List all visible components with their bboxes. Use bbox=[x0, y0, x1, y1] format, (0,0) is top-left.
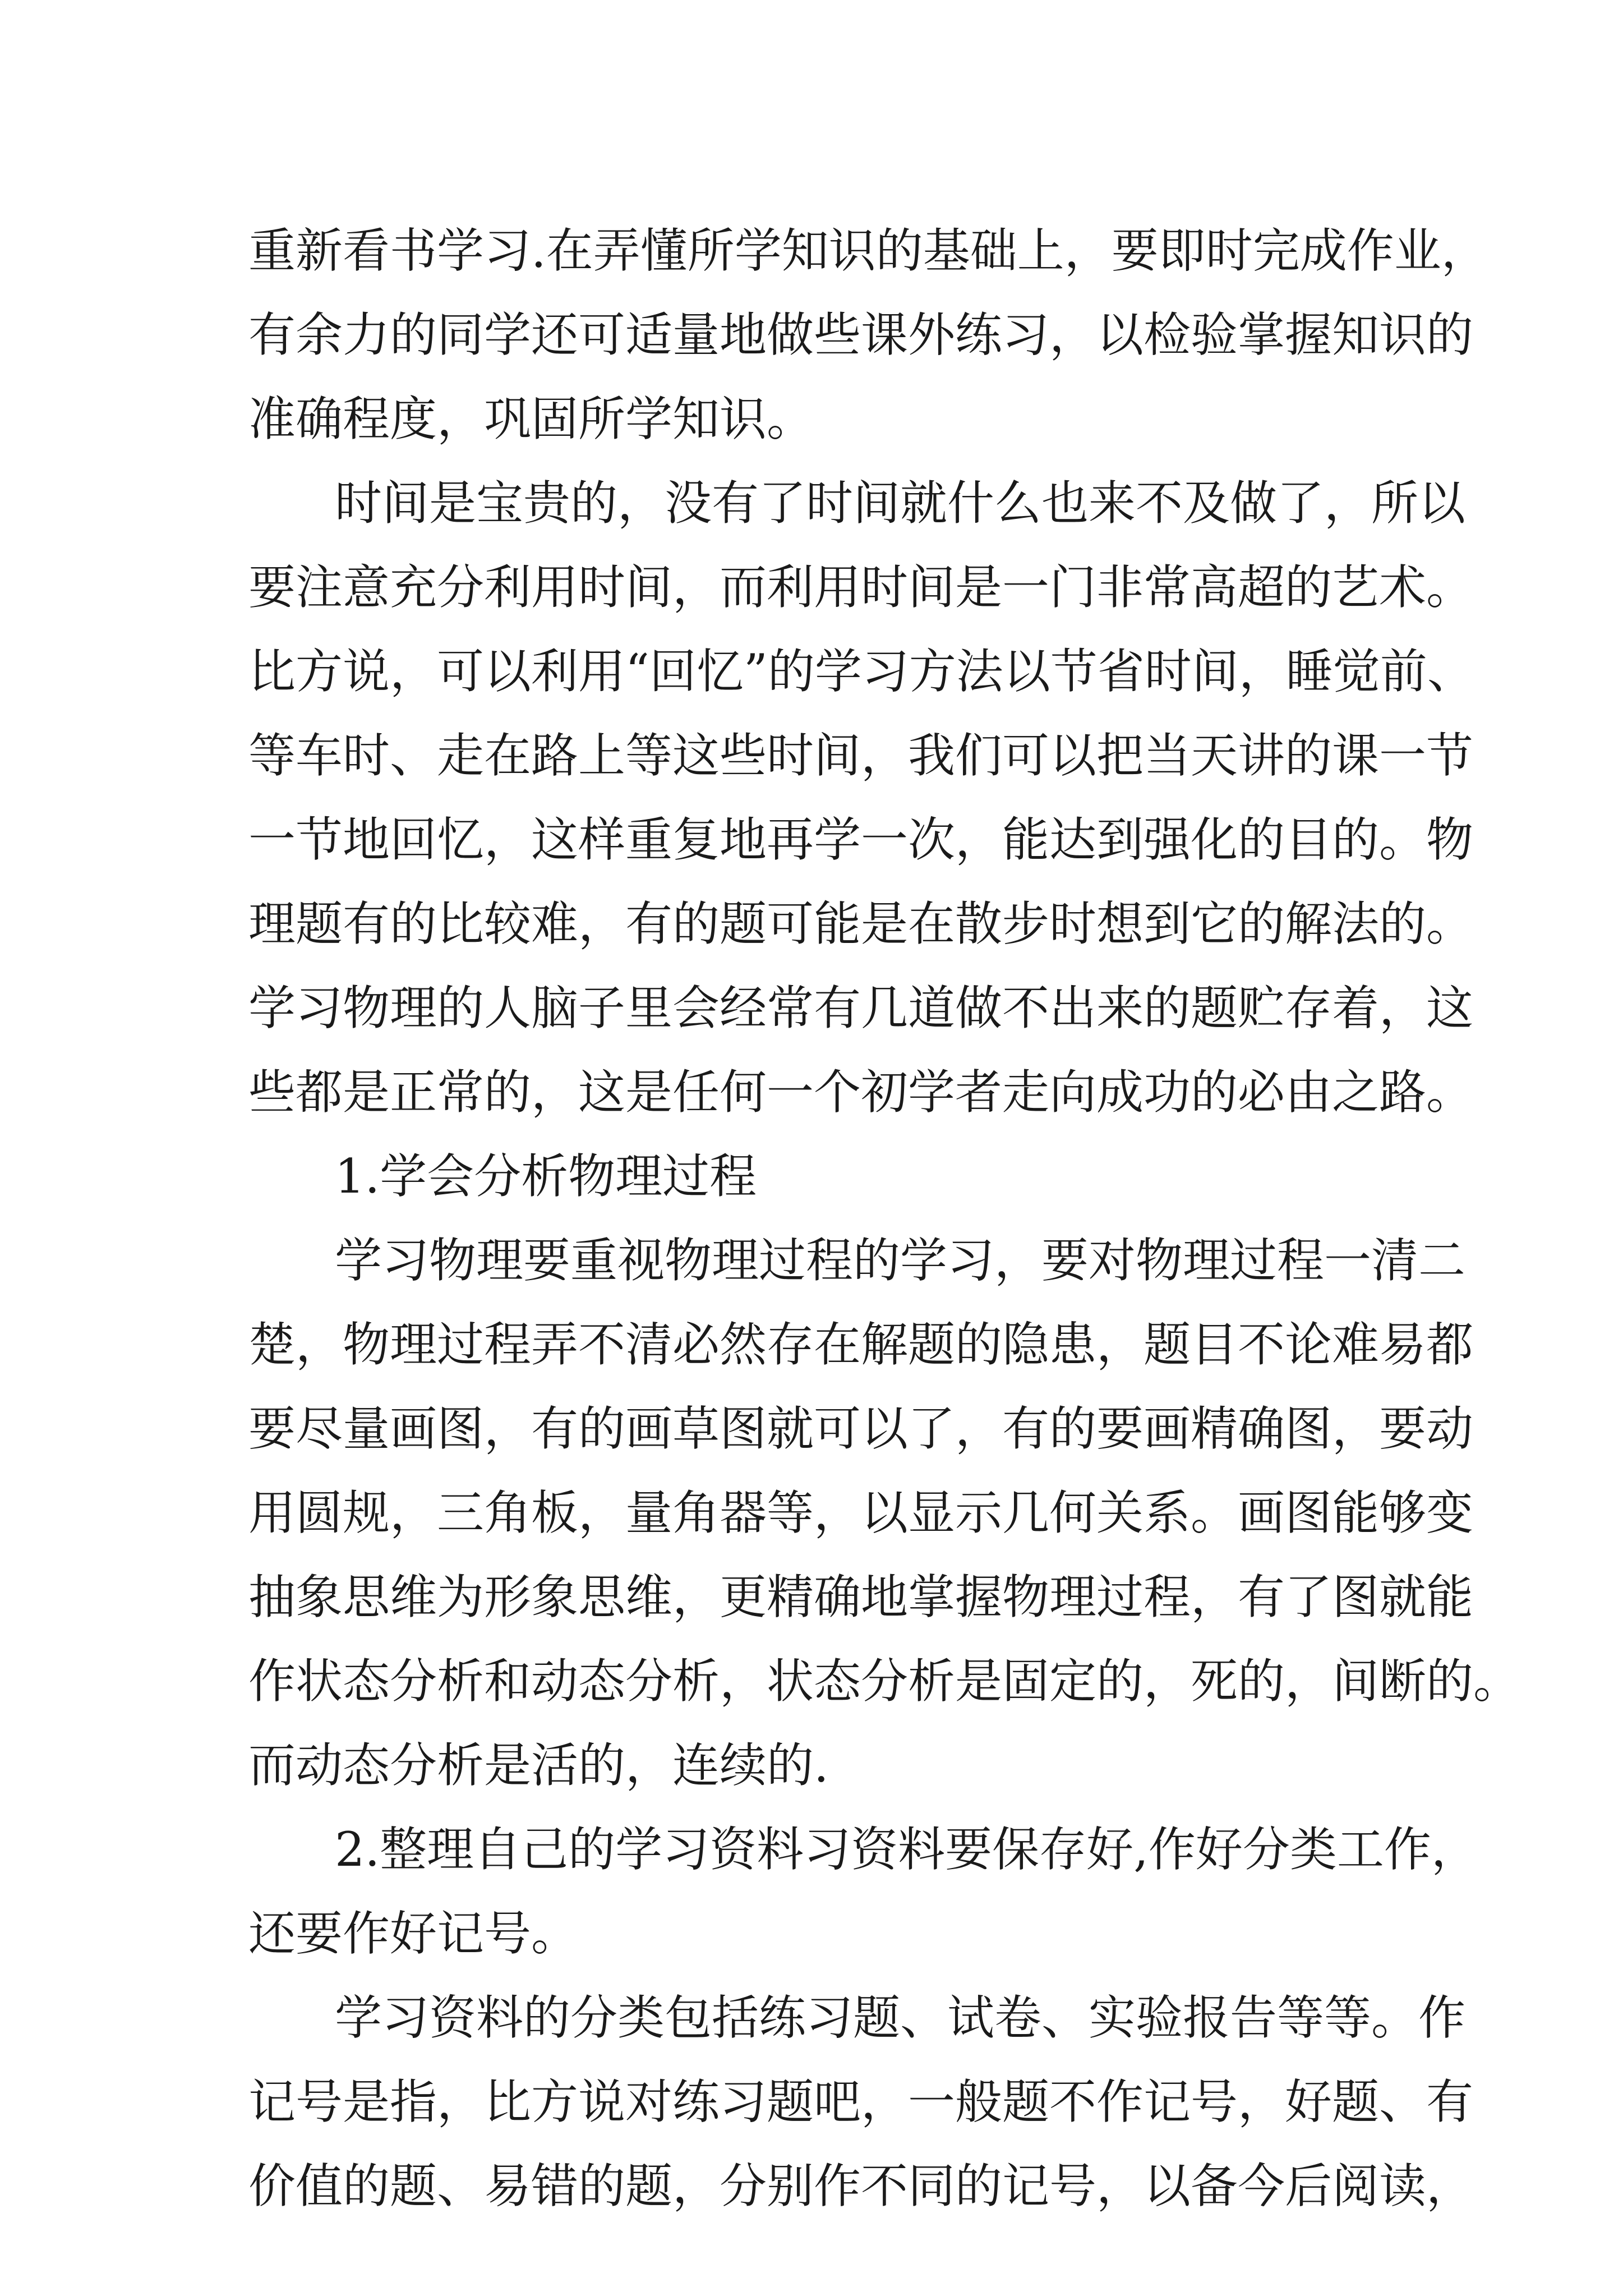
text-line: 重新看书学习.在弄懂所学知识的基础上，要即时完成作业， bbox=[248, 223, 1488, 278]
text-line: 有余力的同学还可适量地做些课外练习，以检验掌握知识的 bbox=[248, 307, 1474, 362]
text-line: 些都是正常的，这是任何一个初学者走向成功的必由之路。 bbox=[248, 1065, 1474, 1120]
text-line: 价值的题、易错的题，分别作不同的记号，以备今后阅读， bbox=[248, 2159, 1474, 2214]
text-line: 一节地回忆，这样重复地再学一次，能达到强化的目的。物 bbox=[248, 812, 1474, 867]
text-line: 准确程度，巩固所学知识。 bbox=[248, 392, 814, 447]
text-line: 比方说，可以利用“回忆”的学习方法以节省时间，睡觉前、 bbox=[248, 644, 1474, 699]
text-line: 要尽量画图，有的画草图就可以了，有的要画精确图，要动 bbox=[248, 1401, 1474, 1456]
text-line: 用圆规，三角板，量角器等，以显示几何关系。画图能够变 bbox=[248, 1485, 1474, 1540]
text-line: 时间是宝贵的，没有了时间就什么也来不及做了，所以 bbox=[335, 476, 1466, 531]
text-line: 而动态分析是活的，连续的. bbox=[248, 1738, 829, 1793]
text-line: 学习物理要重视物理过程的学习，要对物理过程一清二 bbox=[335, 1233, 1466, 1288]
text-line: 2.整理自己的学习资料习资料要保存好,作好分类工作， bbox=[335, 1822, 1478, 1877]
text-line: 学习物理的人脑子里会经常有几道做不出来的题贮存着，这 bbox=[248, 981, 1474, 1036]
text-line: 理题有的比较难，有的题可能是在散步时想到它的解法的。 bbox=[248, 896, 1474, 951]
text-line: 学习资料的分类包括练习题、试卷、实验报告等等。作 bbox=[335, 1990, 1466, 2045]
text-line: 作状态分析和动态分析，状态分析是固定的，死的，间断的。 bbox=[248, 1654, 1521, 1709]
text-line: 楚，物理过程弄不清必然存在解题的隐患，题目不论难易都 bbox=[248, 1317, 1474, 1372]
heading-line: 1.学会分析物理过程 bbox=[335, 1149, 757, 1204]
text-line: 要注意充分利用时间，而利用时间是一门非常高超的艺术。 bbox=[248, 560, 1474, 615]
text-line: 等车时、走在路上等这些时间，我们可以把当天讲的课一节 bbox=[248, 728, 1474, 783]
text-line: 抽象思维为形象思维，更精确地掌握物理过程，有了图就能 bbox=[248, 1570, 1474, 1625]
text-line: 记号是指，比方说对练习题吧，一般题不作记号，好题、有 bbox=[248, 2074, 1474, 2129]
text-line: 还要作好记号。 bbox=[248, 1906, 579, 1961]
